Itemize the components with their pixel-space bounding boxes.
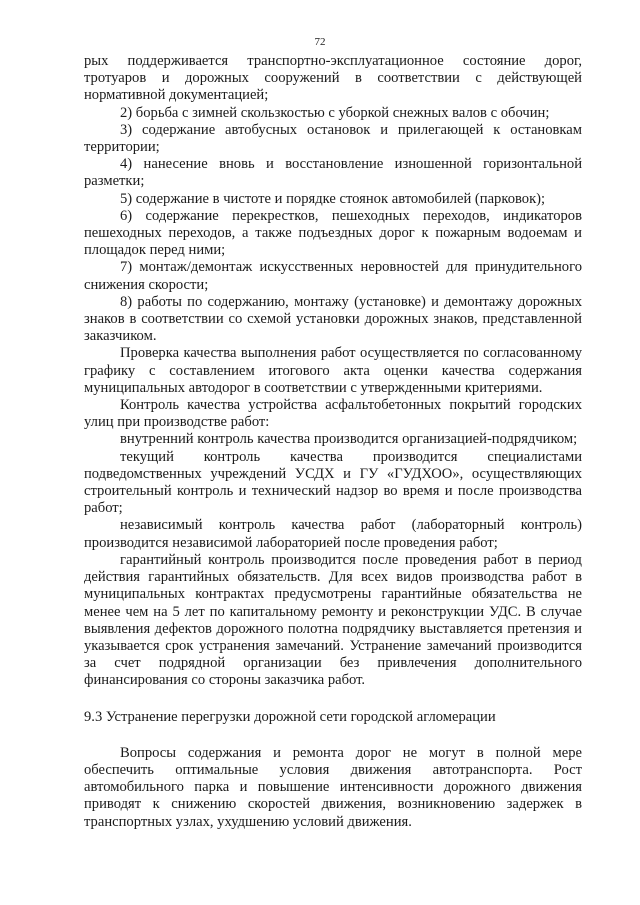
- list-item: 6) содержание перекрестков, пешеходных переходов, индикаторов пешеходных переходов, а также подъездных дорог к пожарным водоемам и площадок перед ними;: [84, 207, 582, 259]
- list-item: 4) нанесение вновь и восстановление изношенной горизонтальной разметки;: [84, 156, 582, 190]
- spacer: [84, 690, 582, 709]
- list-item: 2) борьба с зимней скользкостью с уборкой снежных валов с обочин;: [120, 104, 550, 121]
- list-item: 3) содержание автобусных остановок и прилегающей к остановкам территории;: [84, 121, 582, 156]
- page-number: 72: [314, 36, 326, 48]
- list-item: 7) монтаж/демонтаж искусственных неровностей для принудительного снижения скорости;: [84, 259, 582, 293]
- paragraph: рых поддерживается транспортно-эксплуатационное состояние дорог, тротуаров и дорожных сооружений в соответствии с действующей нормативной документацией;: [84, 53, 582, 104]
- paragraph: Проверка качества выполнения работ осуществляется по согласованному графику с составлением итогового акта оценки качества содержания муниципальных автодорог в соответствии с утвержденными критериями.: [84, 345, 582, 396]
- list-item: 8) работы по содержанию, монтажу (установке) и демонтажу дорожных знаков в соответствии со схемой установки дорожных знаков, представленной заказчиком.: [84, 293, 582, 345]
- paragraph: Контроль качества устройства асфальтобетонных покрытий городских улиц при производстве работ:: [84, 397, 582, 431]
- paragraph: текущий контроль качества производится специалистами подведомственных учреждений УСДХ и ГУ «ГУДХОО», осуществляющих строительный контроль и технический надзор во время и после производства работ;: [84, 448, 582, 517]
- paragraph: независимый контроль качества работ (лабораторный контроль) производится независимой лабораторией после проведения работ;: [84, 517, 582, 551]
- paragraph: гарантийный контроль производится после проведения работ в период действия гарантийных обязательств. Для всех видов производства работ в муниципальных контрактах предусмотрены гарантийные обязательства не менее чем на 5 лет по капитальному ремонту и реконструкции УДС. В случае выявления дефектов дорожного полотна подрядчику выставляется претензия и указывается срок устранения замечаний. Устранение замечаний производится за счет подрядной организации без привлечения дополнительного финансирования со стороны заказчика работ.: [84, 551, 582, 689]
- spacer: [84, 726, 582, 745]
- list-item: 5) содержание в чистоте и порядке стоянок автомобилей (парковок);: [120, 190, 546, 207]
- document-body: [84, 53, 582, 831]
- section-heading: 9.3 Устранение перегрузки дорожной сети городской агломерации: [84, 708, 496, 725]
- paragraph: Вопросы содержания и ремонта дорог не могут в полной мере обеспечить оптимальные условия движения автотранспорта. Рост автомобильного парка и повышение интенсивности дорожного движения приводят к снижению скоростей движения, возникновению задержек в транспортных узлах, ухудшению условий движения.: [84, 744, 582, 830]
- paragraph: внутренний контроль качества производится организацией-подрядчиком;: [120, 431, 578, 448]
